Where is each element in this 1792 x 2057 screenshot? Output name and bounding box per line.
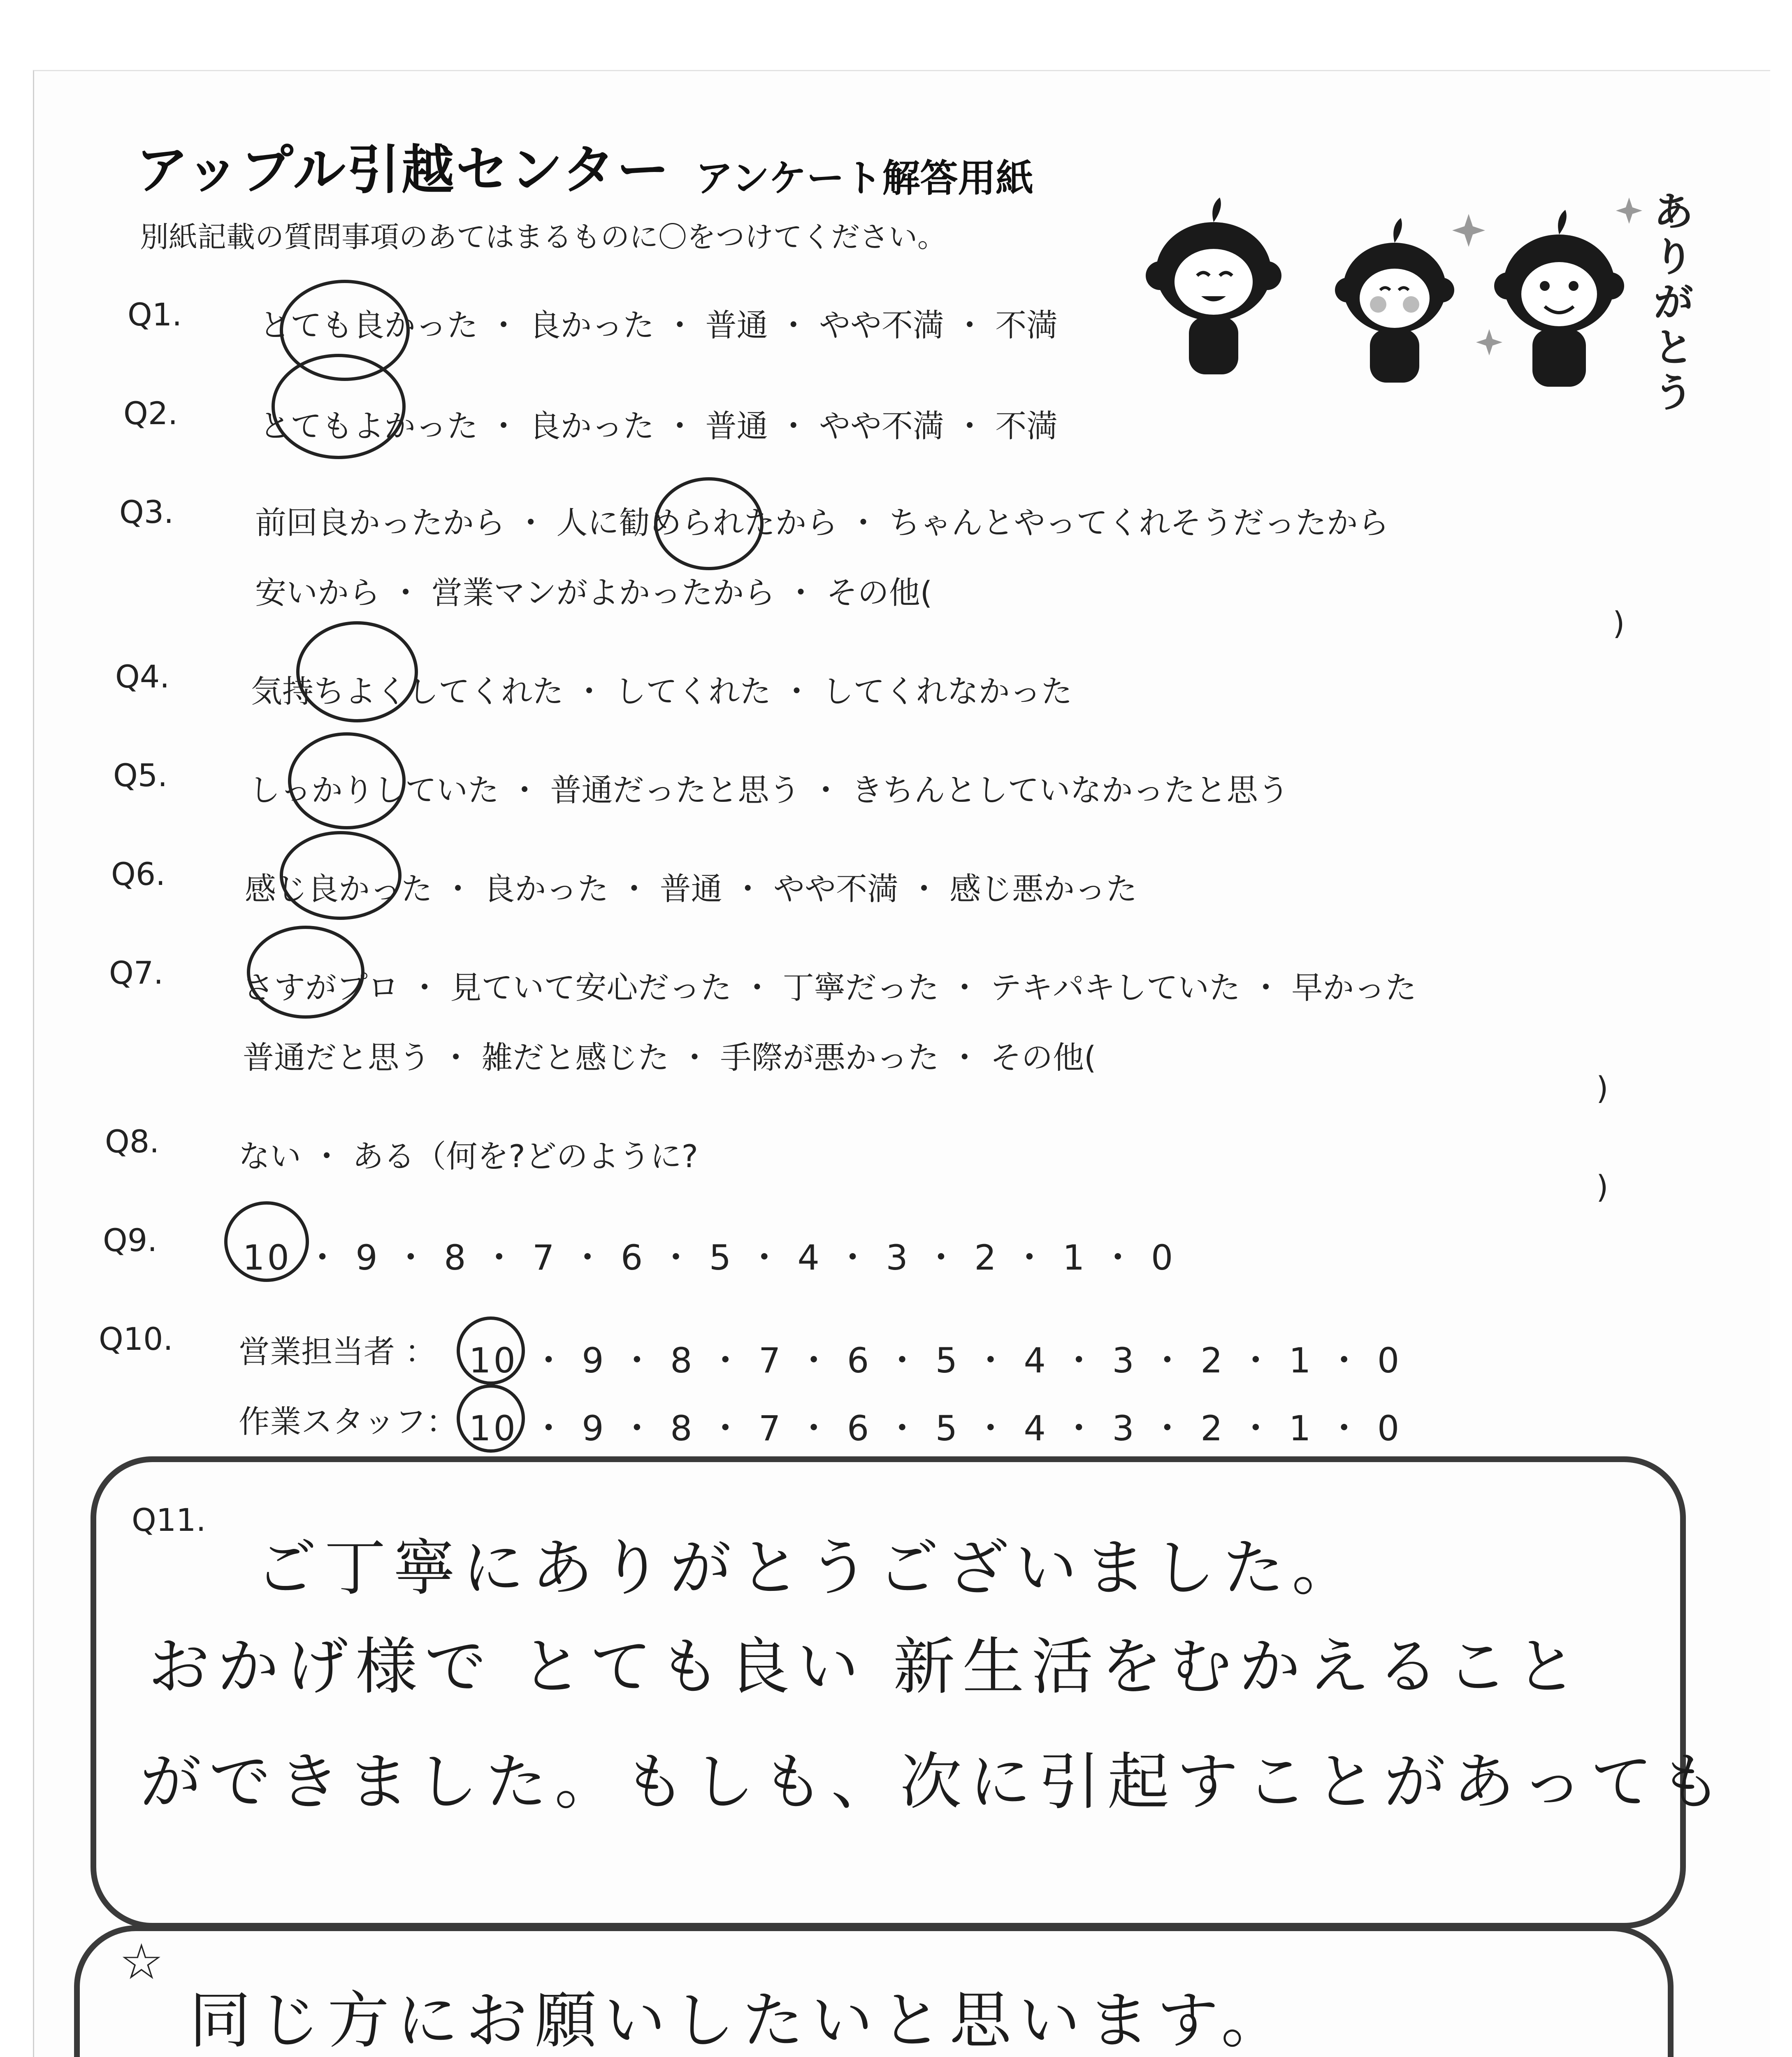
monkey-mascots-illustration xyxy=(1144,165,1699,395)
q7-number: Q7. xyxy=(109,954,164,991)
q11-label: Q11. xyxy=(132,1502,206,1538)
q7-options-line1: さすがプロ ・ 見ていて安心だった ・ 丁寧だった ・ テキパキしていた ・ 早かった xyxy=(243,969,1417,1006)
q8-options: ない ・ ある（何を?どのように? xyxy=(239,1138,698,1175)
q9-selection-circle xyxy=(224,1201,309,1282)
q1-options: とても良かった ・ 良かった ・ 普通 ・ やや不満 ・ 不満 xyxy=(259,307,1058,344)
q11-line-1: ご丁寧にありがとうございました。 xyxy=(255,1532,1361,1604)
q7-options-line2: 普通だと思う ・ 雑だと感じた ・ 手際が悪かった ・ その他( xyxy=(243,1039,1096,1076)
form-subtitle: アンケート解答用紙 xyxy=(695,156,1034,200)
q4-selection-circle xyxy=(296,621,418,722)
mascot-caption: ありがとう xyxy=(1654,189,1693,416)
q4-options: 気持ちよくしてくれた ・ してくれた ・ してくれなかった xyxy=(251,673,1072,710)
company-title: アップル引越センター xyxy=(136,139,671,201)
q9-scale: 10 ・ 9 ・ 8 ・ 7 ・ 6 ・ 5 ・ 4 ・ 3 ・ 2 ・ 1 ・ 0 xyxy=(243,1237,1176,1278)
q5-options: しっかりしていた ・ 普通だったと思う ・ きちんとしていなかったと思う xyxy=(249,772,1289,808)
q3-selection-circle xyxy=(654,477,764,570)
q2-options: とてもよかった ・ 良かった ・ 普通 ・ やや不満 ・ 不満 xyxy=(259,408,1058,444)
q3-options-line1: 前回良かったから ・ 人に勧められたから ・ ちゃんとやってくれそうだったから xyxy=(255,504,1389,541)
extra-comment-line-1: 同じ方にお願いしたいと思います。 xyxy=(189,1985,1291,2057)
q7-close-paren: ) xyxy=(1596,1070,1609,1106)
q3-close-paren: ) xyxy=(1613,605,1625,641)
q10-number: Q10. xyxy=(99,1321,173,1357)
q6-options: 感じ良かった ・ 良かった ・ 普通 ・ やや不満 ・ 感じ悪かった xyxy=(245,871,1137,907)
q2-selection-circle xyxy=(272,354,406,459)
q10-sales-selection-circle xyxy=(457,1316,525,1385)
q10-staff-label: 作業スタッフ： xyxy=(239,1403,457,1440)
q5-number: Q5. xyxy=(113,757,168,794)
q8-close-paren: ) xyxy=(1596,1168,1609,1205)
q3-options-line2: 安いから ・ 営業マンがよかったから ・ その他( xyxy=(255,574,933,611)
q2-number: Q2. xyxy=(123,395,178,432)
star-mark: ☆ xyxy=(119,1934,164,1991)
q7-selection-circle xyxy=(247,926,364,1019)
q11-line-2: おかげ様で とても良い 新生活をむかえること xyxy=(148,1631,1585,1703)
q5-selection-circle xyxy=(288,732,406,829)
q8-number: Q8. xyxy=(105,1123,160,1160)
q10-sales-label: 営業担当者 ： xyxy=(239,1333,436,1370)
q10-staff-selection-circle xyxy=(457,1384,525,1453)
q3-number: Q3. xyxy=(119,494,174,530)
q9-number: Q9. xyxy=(103,1222,158,1258)
q6-number: Q6. xyxy=(111,856,166,892)
instruction-text: 別紙記載の質問事項のあてはまるものに〇をつけてください。 xyxy=(140,220,946,254)
q1-number: Q1. xyxy=(128,296,182,333)
q11-line-3: ができました。もしも、次に引起すことがあっても xyxy=(140,1746,1729,1818)
q6-selection-circle xyxy=(280,831,402,920)
q10-sales-scale: 10 ・ 9 ・ 8 ・ 7 ・ 6 ・ 5 ・ 4 ・ 3 ・ 2 ・ 1 ・ 0 xyxy=(469,1340,1402,1381)
q4-number: Q4. xyxy=(115,658,170,695)
q10-staff-scale: 10 ・ 9 ・ 8 ・ 7 ・ 6 ・ 5 ・ 4 ・ 3 ・ 2 ・ 1 ・ 0 xyxy=(469,1408,1402,1449)
